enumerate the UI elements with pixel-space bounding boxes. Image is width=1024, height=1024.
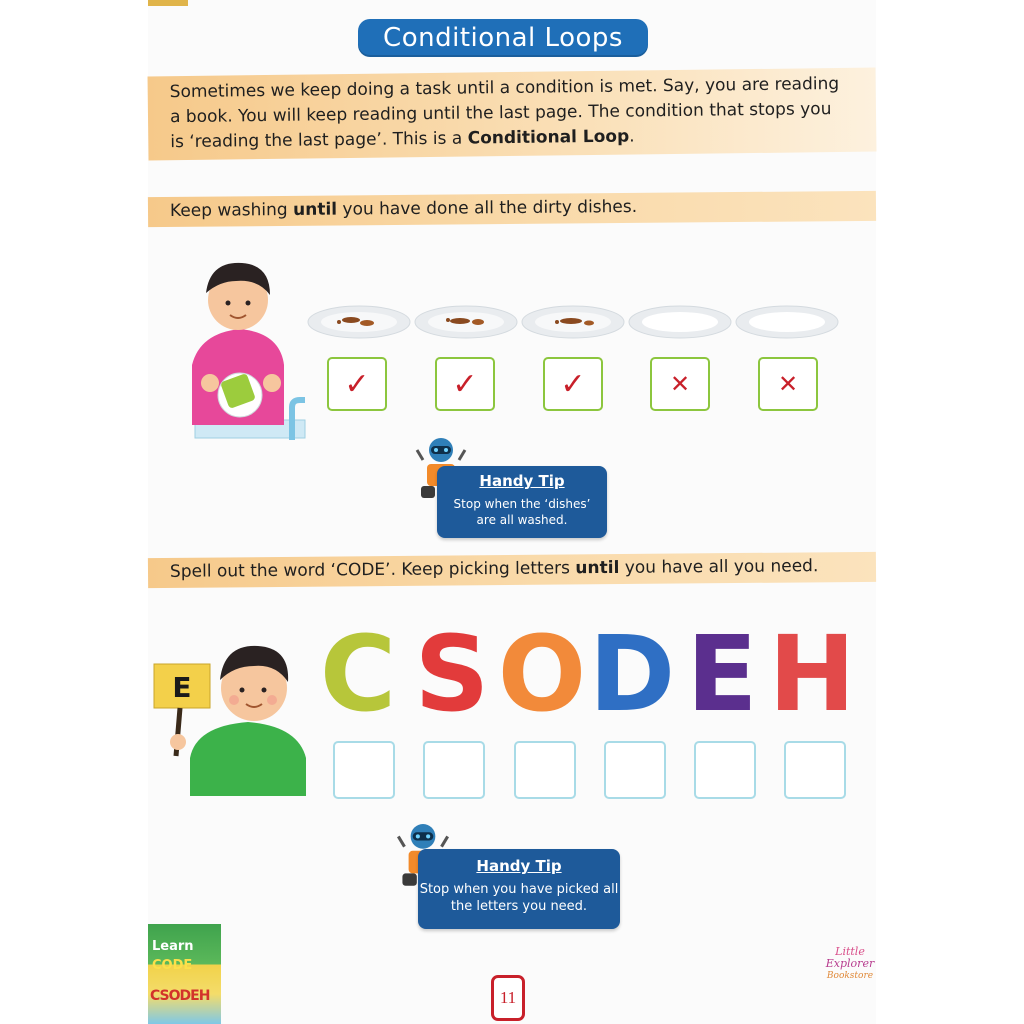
boy-holding-sign-illustration	[150, 640, 312, 798]
letter-s[interactable]: S	[414, 613, 490, 735]
plate-1-checkbox[interactable]: ✓	[327, 357, 387, 411]
handy-tip-1-title: Handy Tip	[479, 472, 565, 490]
page-number: 11	[499, 988, 517, 1007]
activity2-instruction	[170, 551, 819, 587]
book-cover-thumbnail	[148, 924, 221, 1024]
answer-box-6[interactable]	[784, 741, 846, 799]
plate-4-checkbox[interactable]: ✕	[650, 357, 710, 411]
letter-c[interactable]: C	[319, 613, 397, 735]
handy-tip-2	[418, 849, 620, 929]
logo-line-1: Little	[835, 945, 865, 958]
plate-4-clean	[628, 304, 732, 340]
plate-5-checkbox[interactable]: ✕	[758, 357, 818, 411]
intro-line-3-bold: Conditional Loop	[467, 126, 630, 149]
handy-tip-2-line-1: Stop when you have picked all	[419, 882, 619, 897]
plate-1-dirty	[307, 304, 411, 340]
plate-2-checkbox[interactable]: ✓	[435, 357, 495, 411]
handy-tip-1-line-2: are all washed.	[476, 513, 568, 527]
letter-o[interactable]: O	[497, 613, 587, 735]
logo-line-2: Explorer	[825, 957, 875, 970]
logo-line-3: Bookstore	[826, 971, 874, 981]
intro-line-3-end: .	[629, 126, 635, 147]
plate-3-dirty	[521, 304, 625, 340]
handy-tip-1	[437, 466, 607, 538]
thumb-word: CSODEH	[150, 988, 210, 1004]
activity1-instruction	[170, 192, 637, 226]
page-number-badge	[491, 975, 525, 1021]
plate-2-dirty	[414, 304, 518, 340]
letter-d[interactable]: D	[588, 613, 676, 735]
activity2-instruction-start: Spell out the word ‘CODE’. Keep picking letters	[169, 558, 576, 582]
activity1-instruction-start: Keep washing	[169, 199, 294, 222]
handy-tip-2-title: Handy Tip	[476, 857, 562, 875]
boy-washing-illustration	[180, 255, 310, 445]
handy-tip-2-line-2: the letters you need.	[450, 899, 588, 914]
answer-box-3[interactable]	[514, 741, 576, 799]
handy-tip-2-text	[418, 881, 620, 915]
answer-box-2[interactable]	[423, 741, 485, 799]
intro-line-2: a book. You will keep reading until the last page. The condition that stops you	[169, 99, 832, 128]
activity2-instruction-end: you have all you need.	[619, 556, 819, 578]
thumb-title-line-1: Learn	[152, 939, 194, 954]
answer-box-1[interactable]	[333, 741, 395, 799]
letter-e[interactable]: E	[686, 613, 758, 735]
handy-tip-1-line-1: Stop when the ‘dishes’	[453, 497, 591, 511]
page-title: Conditional Loops	[358, 19, 648, 57]
thumb-title	[152, 940, 194, 972]
answer-box-5[interactable]	[694, 741, 756, 799]
activity1-instruction-end: you have done all the dirty dishes.	[336, 196, 638, 220]
plate-5-clean	[735, 304, 839, 340]
intro-line-1: Sometimes we keep doing a task until a condition is met. Say, you are reading	[169, 73, 840, 103]
intro-line-3-start: is ‘reading the last page’. This is a	[170, 128, 468, 153]
answer-box-4[interactable]	[604, 741, 666, 799]
corner-accent	[148, 0, 188, 6]
handy-tip-1-text	[437, 496, 607, 528]
sign-letter: E	[172, 671, 192, 704]
thumb-title-line-2: CODE	[152, 958, 193, 973]
plate-3-checkbox[interactable]: ✓	[543, 357, 603, 411]
activity1-instruction-bold: until	[292, 199, 338, 220]
intro-paragraph	[170, 72, 851, 155]
bookstore-logo	[820, 946, 880, 982]
letter-h[interactable]: H	[768, 613, 856, 735]
activity2-instruction-bold: until	[575, 557, 620, 579]
